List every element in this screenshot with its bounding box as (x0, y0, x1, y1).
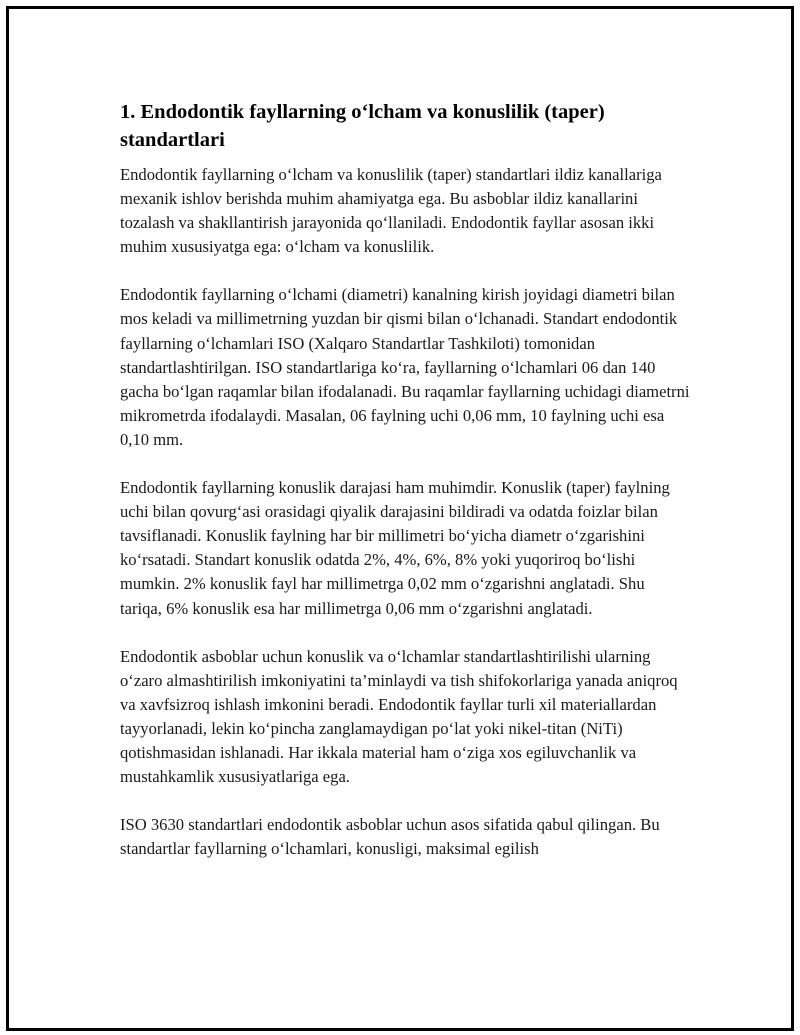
paragraph-iso-3630: ISO 3630 standartlari endodontik asboblar uchun asos sifatida qabul qilingan. Bu standartlar fayllarning o‘lchamlari, konusligi, maksimal egilish (120, 815, 660, 859)
paragraph-standardization: Endodontik asboblar uchun konuslik va o‘lchamlar standartlashtirilishi ularning o‘zaro almashtirilish imkoniyatini ta’minlaydi va tish shifokorlariga yanada aniqroq va xavfsizroq ishlash imkonini beradi. Endodontik fayllar turli xil materiallardan tayyorlanadi, lekin ko‘pincha zanglamaydigan po‘lat yoki nikel-titan (NiTi) qotishmasidan ishlanadi. Har ikkala material ham o‘ziga xos egiluvchanlik va mustahkamlik xususiyatlariga ega. (120, 646, 678, 787)
paragraph-size: Endodontik fayllarning o‘lchami (diametri) kanalning kirish joyidagi diametri bilan mos keladi va millimetrning yuzdan bir qismi bilan o‘lchanadi. Standart endodontik fayllarning o‘lchamlari ISO (Xalqaro Standartlar Tashkiloti) tomonidan standartlashtirilgan. ISO standartlariga ko‘ra, fayllarning o‘lchamlari 06 dan 140 gacha bo‘lgan raqamlar bilan ifodalanadi. Bu raqamlar fayllarning uchidagi diametrni mikrometrda ifodalaydi. Masalan, 06 faylning uchi 0,06 mm, 10 faylning uchi esa 0,10 mm. (120, 285, 690, 449)
page-frame (6, 6, 794, 1031)
section-heading: 1. Endodontik fayllarning o‘lcham va konuslilik (taper) standartlari (120, 101, 605, 151)
paragraph-intro: Endodontik fayllarning o‘lcham va konuslilik (taper) standartlari ildiz kanallariga mexanik ishlov berishda muhim ahamiyatga ega. Bu asboblar ildiz kanallarini tozalash va shakllantirish jarayonida qo‘llaniladi. Endodontik fayllar asosan ikki muhim xususiyatga ega: o‘lcham va konuslilik. (120, 165, 662, 257)
paragraph-taper: Endodontik fayllarning konuslik darajasi ham muhimdir. Konuslik (taper) faylning uchi bilan qovurg‘asi orasidagi qiyalik darajasini bildiradi va odatda foizlar bilan tavsiflanadi. Konuslik faylning har bir millimetri bo‘yicha diametr o‘zgarishini ko‘rsatadi. Standart konuslik odatda 2%, 4%, 6%, 8% yoki yuqoriroq bo‘lishi mumkin. 2% konuslik fayl har millimetrga 0,02 mm o‘zgarishni anglatadi. Shu tariqa, 6% konuslik esa har millimetrga 0,06 mm o‘zgarishni anglatadi. (120, 478, 670, 618)
document-body (120, 98, 690, 885)
